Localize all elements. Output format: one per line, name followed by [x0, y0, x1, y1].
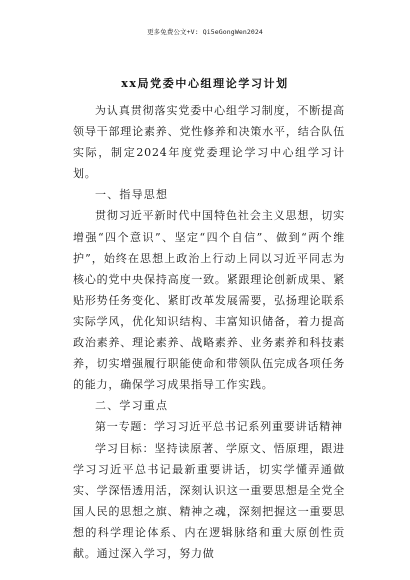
section-heading-guiding-thought: 一、指导思想 — [95, 188, 169, 202]
header-note: 更多免费公文+V: Qi5eGongWen2024 — [147, 28, 263, 36]
paragraph-guiding-thought: 贯彻习近平新时代中国特色社会主义思想，切实增强“四个意识”、坚定“四个自信”、做到“两个维护”，始终在思想上政治上行动上同以习近平同志为核心的党中央保持高度一致。紧跟理论创新成果、紧贴形势任务变化、紧盯改革发展需要，弘扬理论联系实际学风，优化知识结构、丰富知识储备，着力提高政治素养、理论素养、战略素养、业务素养和科技素养，切实增强履行职能使命和带领队伍完成各项任务的能力，确保学习成果指导工作实践。 — [73, 209, 345, 392]
document-body — [73, 100, 345, 564]
paragraph-intro: 为认真贯彻落实党委中心组学习制度，不断提高领导干部理论素养、党性修养和决策水平，结合队伍实际，制定2024年度党委理论学习中心组学习计划。 — [73, 104, 345, 181]
document-title: xx局党委中心组理论学习计划 — [121, 77, 289, 90]
section-heading-study-focus: 二、学习重点 — [95, 399, 169, 413]
paragraph-study-goal: 学习目标：坚持读原著、学原文、悟原理，跟进学习习近平总书记最新重要讲话，切实学懂弄通做实、学深悟透用活，深刻认识这一重要思想是全党全国人民的思想之旗、精神之魂，深刻把握这一重要思想的科学理论体系、内在逻辑脉络和重大原创性贡献。通过深入学习，努力做 — [73, 441, 345, 560]
topic-heading-first: 第一专题：学习习近平总书记系列重要讲话精神 — [95, 420, 343, 434]
